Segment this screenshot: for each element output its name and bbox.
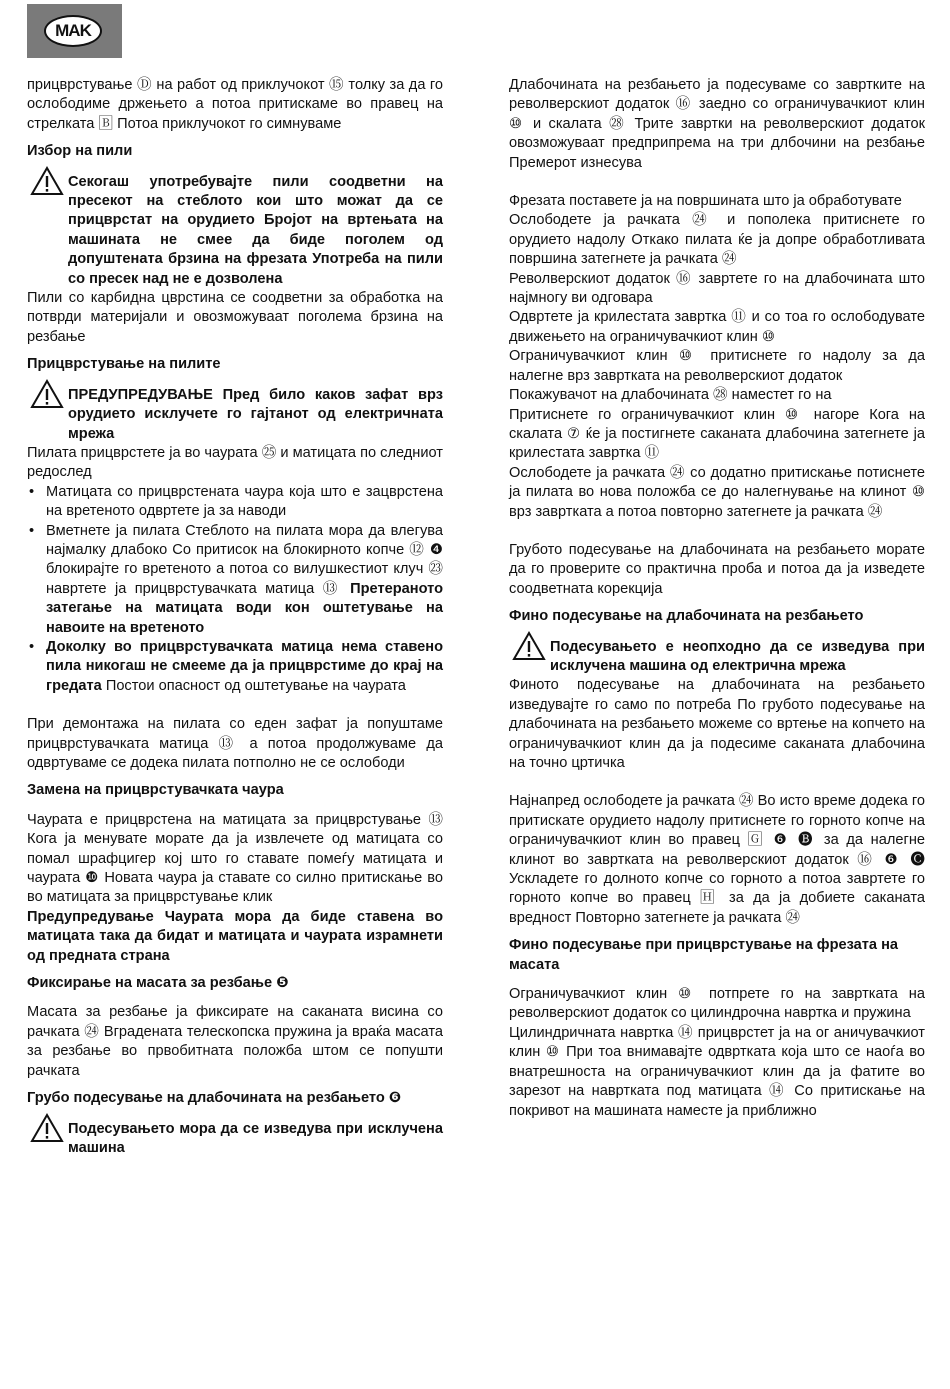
section-heading: Фиксирање на масата за резбање ❺ — [27, 975, 289, 992]
paragraph: Притиснете го ограничувачкиот клин ⑩ нагоре Кога на скалата ⑦ ќе ја постигнете саканата длабочина затегнете ја крилестата завртка ⑪ — [509, 406, 925, 462]
mak-logo: MAK — [44, 15, 102, 47]
section-heading: Фино подесување при прицврстување на фрезата на масата — [509, 937, 899, 973]
paragraph: Ослободете ја рачката ㉔ со додатно притискање потиснете ја пилата во нова положба се до налегнување на клинот ⑩ врз завртката а потоа повторно затегнете ја рачката ㉔ — [509, 464, 925, 520]
list-item-text: Постои опасност од оштетување на чаурата — [105, 677, 406, 694]
list-item — [27, 522, 443, 638]
paragraph: Цилиндричната навртка ⑭ прицврстет ја на ог аничувачкиот клин ⑩ При тоа внимавајте одвртката која што се наоѓа во внатрешноста на ограничувачкиот клин да ја фатите во зарезот на навртката под матицата ⑭ Со притискање на покривот на машината наместе ја приближно — [509, 1024, 925, 1119]
paragraph: Пили со карбидна цврстина се соодветни за обработка на потврди материјали и овозможуваат поголема брзина на резбање — [27, 290, 443, 345]
section-heading: Грубо подесување на длабочината на резбањето ❻ — [27, 1090, 402, 1107]
section-heading: Избор на пили — [27, 143, 133, 160]
paragraph: Ослободете ја рачката ㉔ и пополека притиснете го орудието надолу Откако пилата ќе ја допре обработливата површина затегнете ја рачката ㉔ — [509, 212, 925, 268]
left-column — [27, 76, 443, 1158]
paragraph: Најнапред ослободете ја рачката ㉔ Во исто време додека го притискате орудието надолу притиснете го горното копче на ограничувачкиот клин во правец 🄶 ❻ 🅑 за да налегне клинот во завртката на револверскиот додаток ⑯ ❻ 🅒 Ускладете го долното копче со горното а потоа завртете го горното копче во правец 🄷 за да ја добиете саканата вредност Повторно затегнете ја рачката ㉔ — [509, 793, 925, 926]
warning-block — [27, 1120, 443, 1159]
paragraph: Фрезата поставете ја на површината што ја обработувате — [509, 193, 902, 210]
right-column — [509, 76, 925, 1121]
paragraph: Ограничувачкиот клин ⑩ притиснете го надолу за да налегне врз завртката на револверскиот додаток — [509, 348, 925, 384]
list-item-text: Вметнете ја пилата Стеблото на пилата мора да влегува најмалку длабоко Со притисок на блокирното копче ⑫ ❹ блокирајте го вретеното а потоа со вилушкестиот клуч ㉓ навртете ја прицврстувачката матица ⑬ — [46, 522, 443, 597]
warning-triangle-icon — [30, 166, 64, 196]
section-heading: Замена на прицврстувачката чаура — [27, 782, 284, 799]
warning-block — [27, 386, 443, 444]
paragraph: Ограничувачкиот клин ⑩ потпрете го на завртката на револверскиот додаток со цилиндрочна наврткa и пружина — [509, 986, 925, 1022]
bold-paragraph: Предупредување Чаурата мора да биде ставена во матицата така да бидат и матицата и чаурата израмнети од предната страна — [27, 908, 443, 964]
section-heading: Фино подесување на длабочината на резбањето — [509, 608, 864, 625]
warning-triangle-icon — [30, 1113, 64, 1143]
paragraph: Длабочината на резбањето ја подесуваме со завртките на револверскиот додаток ⑯ заедно со ограничувачкиот клин ⑩ и скалата ㉘ Трите завртки на револверскиот додаток овозможуваат предприпрема на три длбочини на резбање Премерот изнесува — [509, 77, 925, 171]
paragraph: Покажувачот на длабочината ㉘ наместет го на — [509, 387, 832, 404]
list-item-bold-text: Доколку во прицврстувачката матица нема ставено пила никогаш не смееме да ја прицврстиме до крај на гредата — [46, 638, 443, 694]
paragraph: Револверскиот додаток ⑯ завртете го на длабочината што најмногу ви одговара — [509, 270, 925, 307]
warning-triangle-icon — [30, 379, 64, 409]
warning-triangle-icon — [512, 631, 546, 661]
paragraph: Чаурата е прицврстена на матицата за прицврстување ⑬ Кога ја менувате морате да ја извлечете од матицата со помал шрафцигер кој што го ставате помеѓу матицата и чаурата ❿ Новата чаура ја ставате со силно притискање во во матицата за прицврстување клик — [27, 811, 443, 906]
warning-text: Подесувањето е неопходно да се изведува при исклучена машина од електрична мрежа — [550, 638, 925, 674]
warning-text: ПРЕДУПРЕДУВАЊЕ Пред било каков зафат врз орудието исклучете го гајтанот од електричната мрежа — [68, 386, 443, 442]
paragraph: Одвртете ја крилестата завртка ⑪ и со тоа го ослободувате движењето на ограничувачкиот клин ⑩ — [509, 309, 925, 345]
paragraph: Масата за резбање ја фиксирате на саканата висина со рачката ㉔ Вградената телескопска пружина ја враќа масата за резбање во првобитната положба штом се попушти рачката — [27, 1004, 443, 1079]
list-item: • Матицата со прицврстената чаура која што е зацврстена на вретеното одвртете ја за наводи — [27, 483, 443, 522]
list-item — [27, 638, 443, 696]
paragraph: Финото подесување на длабочината на резбањето изведувајте го само по потреба По грубото подесување на длабочината на резбањето можеме со вртење на копчето на ограничувачкиот клин да ја подесиме саканата длабочина на точно цртичка — [509, 677, 925, 771]
warning-block — [27, 173, 443, 289]
logo-box — [27, 4, 122, 58]
paragraph: прицврстување Ⓓ на работ од приклучокот ⑮ толку за да го ослободиме држењето а потоа притискаме во правец на стрелката 🄱 Потоа приклучокот го симнуваме — [27, 77, 443, 132]
warning-text: Подесувањето мора да се изведува при исклучена машина — [68, 1120, 443, 1156]
warning-text: Секогаш употребувајте пили соодветни на пресекот на стеблото кои што можат да се прицврстат на орудието Бројот на вртењата на машината не смее да биде поголем од допуштената брзина на фрезата Употреба на пили со пресек над не е дозволена — [68, 173, 443, 287]
bullet-list — [27, 483, 443, 696]
paragraph: При демонтажа на пилата со еден зафат ја попуштаме прицврстувачката матица ⑬ а потоа продолжуваме да одвртуваме се додека пилата потполно не се ослободи — [27, 716, 443, 771]
paragraph: Пилата прицврстете ја во чаурата ㉕ и матицата по следниот редослед — [27, 444, 443, 481]
paragraph: Грубото подесување на длабочината на резбањето морате да го проверите со практична проба и потоа да ја изведете соодветната корекција — [509, 541, 925, 597]
warning-block — [509, 638, 925, 677]
section-heading: Прицврстување на пилите — [27, 356, 221, 373]
list-item-bold-text: Претераното затегање на матицата води кон оштетување на навоите на вретеното — [46, 580, 443, 636]
